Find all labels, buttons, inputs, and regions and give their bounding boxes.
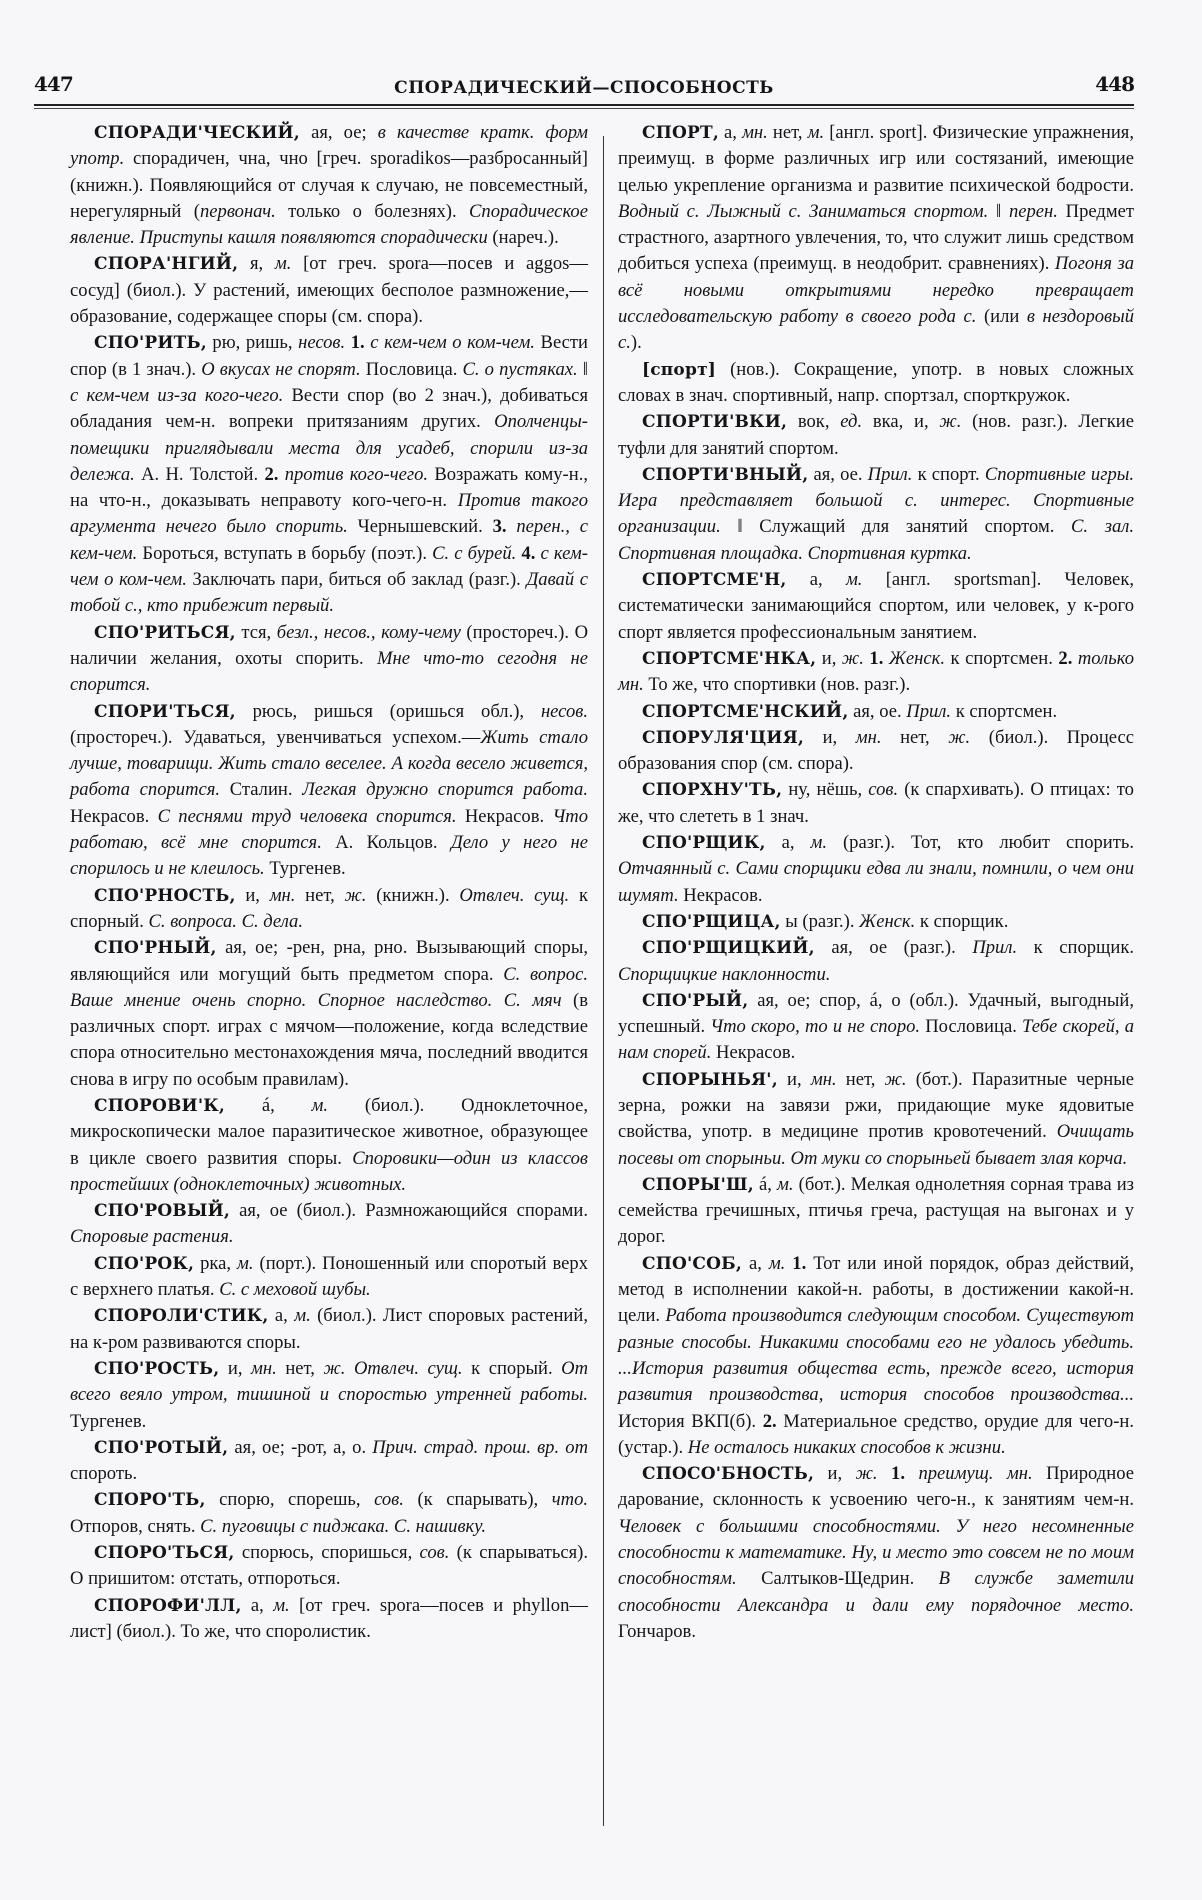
italic-text: м. (768, 1252, 786, 1274)
italic-text: Давай с тобой с., кто прибежит первый. (70, 569, 588, 617)
dictionary-entry (618, 935, 1134, 988)
italic-text: перен., с кем-чем. (70, 516, 589, 564)
italic-text: Спорщицкие наклонности. (618, 963, 831, 985)
italic-text: сов. (419, 1542, 450, 1564)
italic-text: ж. (884, 1068, 907, 1090)
italic-text: Дело у него не спорилось и не клеилось. (70, 832, 588, 880)
entry-text: а, (786, 569, 846, 591)
italic-text: Человек с большими способностями. У него несомненные способности к математике. Ну, и место это совсем не по моим способностям. (618, 1515, 1134, 1590)
dictionary-entry (618, 830, 1134, 909)
italic-text: С песнями труд человека спорится. (157, 805, 457, 827)
headword: СПО'СОБ, (642, 1253, 742, 1274)
entry-text: нет, (767, 122, 808, 143)
dictionary-entry (618, 409, 1134, 462)
dictionary-entry (70, 1251, 588, 1304)
headword: СПОРТСМЕ'Н, (642, 570, 787, 591)
entry-text: á, (225, 1094, 312, 1116)
entry-text: Некрасов. (711, 1042, 796, 1064)
italic-text: мн. (855, 726, 882, 748)
italic-text: О вкусах не спорят. (201, 358, 361, 380)
headword: СПО'РОВЫЙ, (94, 1201, 230, 1222)
italic-text: Спортивные игры. Игра представляет большой с. интерес. Спортивные организации. (618, 463, 1134, 538)
italic-text: м. (294, 1305, 311, 1327)
italic-text: м. (807, 122, 825, 143)
header-rule (34, 104, 1134, 109)
italic-text: сов. (374, 1489, 404, 1511)
italic-text: с кем-чем о ком-чем. (70, 542, 588, 591)
entry-text: а, (718, 122, 743, 143)
entry-text: 1. (863, 647, 889, 669)
dictionary-entry (70, 1198, 588, 1251)
dictionary-entry (70, 1356, 588, 1435)
entry-text: [от греч. spora—посев и phyllon—лист] (биол.). То же, что споролистик. (70, 1594, 588, 1642)
entry-text: спороть. (70, 1463, 138, 1485)
entry-text: Некрасов. (70, 805, 158, 827)
entry-text: спорадичен, чна, чно [греч. sporadikos—разбросанный] (книжн.). Появляющийся от случая к случаю, не повсеместный, нерегулярный ( (70, 148, 588, 222)
headword: СПОРУЛЯ'ЦИЯ, (642, 727, 804, 748)
italic-text: Ополченцы-помещики приглядывали места для усадеб, спорили из-за дележа. (70, 411, 588, 485)
italic-text: безл., несов., кому-чему (276, 621, 461, 643)
headword: СПОРТ, (642, 123, 719, 143)
entry-text: вок, (787, 411, 841, 433)
italic-text: перен. (1008, 200, 1058, 222)
entry-text: нет, (276, 1357, 324, 1379)
entry-text: к спорщик. (915, 910, 1009, 932)
italic-text: преимущ. мн. (918, 1463, 1033, 1485)
dictionary-entry (70, 1435, 588, 1488)
headword: СПОРОВИ'К, (94, 1095, 226, 1116)
entry-text: а, (741, 1252, 769, 1274)
entry-text: Пословица. (360, 358, 463, 380)
entry-text: ‖ (988, 200, 1009, 222)
italic-text: С. о пустяках. (462, 358, 578, 380)
entry-text: нет, (836, 1068, 885, 1090)
italic-text: ж. (344, 884, 367, 906)
headword: СПО'РЩИЦКИЙ, (642, 938, 815, 959)
italic-text: Жить стало лучше, товарищи. Жить стало веселее. А когда весело живется, работа спорится. (70, 726, 589, 801)
italic-text: Легкая дружно спорится работа. (302, 779, 588, 801)
entry-text: 2. (264, 463, 285, 485)
italic-text: Работа производится следующим способом. Существуют разные способы. Никакими способами его не удалось убедить. ...История развития общества есть, прежде всего, история развития производства, история способов производства... (618, 1305, 1134, 1406)
entry-text: к спорный. (70, 884, 588, 932)
entry-text: (нареч.). (487, 227, 559, 249)
entry-text: а, (268, 1305, 295, 1327)
entry-text: Гончаров. (618, 1620, 696, 1642)
entry-text: Предмет страстного, азартного увлечения, то, что служит лишь средством добиться успеха (преимущ. в неодобрит. сравнениях). (618, 200, 1134, 275)
headword: СПОРТИ'ВКИ, (642, 412, 788, 433)
entry-text: (нов. разг.). Легкие туфли для занятий спортом. (618, 411, 1134, 459)
entry-text: (книжн.). (366, 884, 460, 906)
entry-text: 3. (492, 516, 517, 538)
entry-text: (к спарывать), (403, 1489, 552, 1511)
italic-text: несов. (540, 700, 588, 722)
dictionary-entry (618, 777, 1134, 830)
italic-text: м. (237, 1252, 254, 1274)
entry-text: ая, ое. (848, 700, 907, 722)
running-head: СПОРАДИЧЕСКИЙ—СПОСОБНОСТЬ (394, 78, 774, 98)
entry-text: 1. (345, 332, 371, 354)
italic-text: Прич. страд. прош. вр. от (372, 1436, 588, 1458)
italic-text: м. (845, 569, 863, 591)
page-number-left: 447 (34, 72, 73, 96)
italic-text: мн. (269, 884, 296, 906)
italic-text: Очищать посевы от спорыньи. От муки со спорыньей бывает злая корча. (618, 1121, 1134, 1169)
entry-text: к спортсмен. (944, 647, 1059, 669)
entry-text: Чернышевский. (347, 516, 493, 538)
entry-text: История ВКП(б). (618, 1410, 763, 1432)
entry-text: тся, (235, 621, 277, 643)
italic-text: Что работаю, всё мне спорится. (70, 805, 588, 854)
italic-text: Прил. (906, 700, 952, 722)
italic-text: в нездоровый с. (618, 306, 1134, 354)
italic-text: ж. (855, 1463, 878, 1485)
italic-text: м. (274, 253, 292, 275)
entry-text: рю, ришь, (206, 332, 299, 354)
entry-text: к спорый. (462, 1357, 562, 1379)
entry-text: Природное дарование, склонность к усвоению чего-н., к занятиям чем-н. (618, 1463, 1134, 1511)
italic-text: м. (273, 1594, 290, 1616)
dictionary-entry (70, 1303, 588, 1356)
entry-text: я, (238, 253, 275, 275)
italic-text: ж. (841, 647, 864, 669)
headword: СПО'РОТЫЙ, (94, 1437, 229, 1458)
entry-text: 4. (516, 542, 541, 564)
italic-text: Водный с. Лыжный с. Заниматься спортом. (618, 200, 989, 222)
dictionary-entry (70, 330, 588, 619)
entry-text: ая, ое (разг.). (814, 937, 973, 959)
entry-text: 1. (877, 1463, 919, 1485)
italic-text: в качестве кратк. форм употр. (70, 122, 588, 170)
italic-text: первонач. (199, 200, 276, 222)
headword: СПОРОФИ'ЛЛ, (94, 1595, 242, 1616)
entry-text: Салтыков-Щедрин. (736, 1568, 939, 1590)
entry-text: ну, нёшь, (782, 779, 869, 801)
dictionary-entry (618, 988, 1134, 1067)
entry-text: а, (765, 832, 811, 854)
italic-text: ж. Отвлеч. сущ. (323, 1357, 463, 1379)
italic-text: Отвлеч. сущ. (459, 884, 570, 906)
entry-text: Вести спор (во 2 знач.), добиваться обладания чем-н. вопреки притязаниям других. (70, 384, 588, 433)
entry-text: (простореч.). О наличии желания, охоты спорить. (70, 621, 588, 669)
italic-text: Споровые растения. (70, 1226, 234, 1248)
entry-text: рюсь, ришься (оришься обл.), (235, 700, 541, 722)
entry-text: 2. (1058, 647, 1078, 669)
entry-text: только о болезнях). (275, 200, 470, 222)
entry-text: (бот.). Паразитные черные зерна, рожки на завязи ржи, придающие муке ядовитые свойства, употр. в медицине против кровотечений. (618, 1068, 1134, 1143)
entry-text: рка, (194, 1252, 238, 1274)
entry-text: (биол.). Одноклеточное, микроскопически малое паразитическое животное, образующее в цикле своего развития споры. (70, 1094, 588, 1169)
entry-text: нет, (295, 884, 345, 906)
headword: СПО'РЫЙ, (642, 990, 749, 1011)
italic-text: С. пуговицы с пиджака. С. нашивку. (200, 1515, 486, 1537)
entry-text: 2. (762, 1410, 784, 1432)
headword: СПО'РНЫЙ, (94, 938, 217, 959)
dictionary-entry (618, 909, 1134, 935)
entry-text: к спорт. (912, 463, 985, 485)
entry-text: (простореч.). Удаваться, увенчиваться успехом.— (70, 726, 481, 748)
dictionary-entry (618, 462, 1134, 567)
italic-text: Женск. (859, 910, 916, 932)
entry-text: ая, ое; -рот, а, о. (228, 1436, 373, 1458)
dictionary-entry (70, 620, 588, 699)
entry-text: (биол.). Лист споровых растений, на к-ром развиваются споры. (70, 1305, 588, 1353)
headword: СПО'РИТЬСЯ, (94, 622, 236, 643)
italic-text: В службе заметили способности Александра и дали ему порядочное место. (618, 1568, 1134, 1616)
italic-text: С. зал. Спортивная площадка. Спортивная куртка. (618, 516, 1134, 564)
entry-text: Заключать пари, биться об заклад (разг.). (186, 569, 527, 591)
entry-text: и, (814, 1463, 856, 1485)
dictionary-entry (618, 725, 1134, 778)
dictionary-entry (618, 646, 1134, 699)
entry-text: Некрасов. (678, 884, 763, 906)
headword: СПОРО'ТЬСЯ, (94, 1543, 235, 1564)
entry-text: вка, и, (862, 411, 940, 433)
entry-text: ы (разг.). (780, 910, 860, 932)
entry-text: к спортсмен. (951, 700, 1058, 722)
headword: СПОРЫНЬЯ', (642, 1069, 778, 1090)
entry-text: Пословица. (920, 1016, 1023, 1038)
entry-text: Возражать кому-н., на что-н., доказывать неправоту кого-чего-н. (70, 463, 588, 512)
italic-text: Тебе скорей, а нам спорей. (618, 1016, 1134, 1064)
dictionary-entry (618, 699, 1134, 725)
italic-text: ж. (939, 411, 962, 433)
entry-text: ая, ое (биол.). Размножающийся спорами. (229, 1200, 588, 1222)
headword: СПО'РОК, (94, 1253, 195, 1274)
headword: СПОРОЛИ'СТИК, (94, 1306, 269, 1327)
italic-text: Прил. (867, 463, 913, 485)
entry-text: (в различных спорт. играх с мячом—положение, когда вследствие спора относительно местонахождения мяча, последний вводится снова в игру по особым правилам). (70, 989, 588, 1090)
entry-text: Сталин. (220, 779, 303, 801)
dictionary-entry (70, 1487, 588, 1540)
headword: СПОРИ'ТЬСЯ, (94, 701, 236, 722)
italic-text: От всего веяло утром, тишиной и споростью утренней работы. (70, 1357, 588, 1406)
italic-text: Что скоро, то и не споро. (710, 1016, 921, 1038)
italic-text: Спорадическое явление. Приступы кашля появляются спорадически (70, 200, 588, 249)
headword: СПОРЫ'Ш, (642, 1174, 754, 1195)
italic-text: Споровики—один из классов простейших (одноклеточных) животных. (70, 1147, 588, 1195)
entry-text: спорюсь, споришься, (234, 1542, 420, 1564)
entry-text: Тургенев. (264, 858, 346, 880)
italic-text: Прил. (972, 937, 1018, 959)
dictionary-entry (618, 1251, 1134, 1461)
dictionary-entry (70, 120, 588, 251)
italic-text: м. (810, 832, 827, 854)
entry-text: Тургенев. (70, 1410, 147, 1432)
italic-text: с кем-чем о ком-чем. (370, 332, 535, 354)
entry-text: Бороться, вступать в борьбу (поэт.). (137, 542, 433, 564)
dictionary-entry (70, 1093, 588, 1198)
dictionary-entry (618, 1067, 1134, 1172)
entry-text: ‖ Служащий для занятий спортом. (720, 516, 1072, 538)
dictionary-entry (618, 1172, 1134, 1251)
entry-text: нет, (881, 726, 949, 748)
entry-text: и, (777, 1068, 811, 1090)
italic-text: несов. (298, 332, 346, 354)
dictionary-entry (70, 935, 588, 1093)
dictionary-entry (70, 1540, 588, 1593)
italic-text: с кем-чем из-за кого-чего. (70, 384, 284, 406)
headword: СПО'РНОСТЬ, (94, 885, 236, 906)
italic-text: только мн. (618, 647, 1134, 696)
entry-text: (к спархивать). О птицах: то же, что слететь в 1 знач. (618, 779, 1134, 827)
page-header (34, 72, 1134, 106)
entry-text: (разг.). Тот, кто любит спорить. (826, 832, 1135, 854)
dictionary-entry (70, 699, 588, 883)
dictionary-entry (70, 251, 588, 330)
entry-text: Некрасов. (456, 805, 553, 827)
entry-text: То же, что спортивки (нов. разг.). (643, 674, 911, 696)
italic-text: мн. (810, 1068, 837, 1090)
right-column (618, 120, 1134, 1645)
italic-text: сов. (868, 779, 899, 801)
italic-text: Против такого аргумента нечего было спорить. (70, 490, 588, 538)
dictionary-entry (70, 1593, 588, 1646)
headword: СПО'РИТЬ, (94, 333, 207, 354)
entry-text: (нов.). Сокращение, употр. в новых сложных словах в знач. спортивный, напр. спортзал, спорткружок. (618, 358, 1134, 406)
dictionary-entry (70, 883, 588, 936)
headword: СПОСО'БНОСТЬ, (642, 1464, 815, 1485)
entry-text: А. Н. Толстой. (134, 463, 265, 485)
entry-text: А. Кольцов. (321, 832, 451, 854)
entry-text: (порт.). Поношенный или споротый верх с верхнего платья. (70, 1252, 589, 1301)
italic-text: Погоня за всё новыми открытиями нередко превращает исследовательскую работу в своего рода с. (618, 253, 1135, 328)
italic-text: С. вопроса. С. дела. (148, 910, 303, 932)
entry-text: [англ. sportsman]. Человек, систематически занимающийся спортом, или человек, у к-рого спорт является профессиональным занятием. (618, 569, 1134, 643)
left-column (70, 120, 588, 1645)
entry-text: á, (753, 1173, 778, 1195)
italic-text: Не осталось никаких способов к жизни. (687, 1436, 1006, 1458)
entry-text: а, (241, 1594, 274, 1616)
entry-text: (биол.). Процесс образования спор (см. спора). (618, 726, 1134, 775)
headword: СПО'РЩИЦА, (642, 911, 781, 932)
italic-text: м. (311, 1094, 329, 1116)
entry-text: (к спарываться). О пришитом: отстать, отпороться. (70, 1542, 588, 1590)
page-number-right: 448 (1095, 72, 1134, 96)
entry-text: и, (816, 647, 842, 669)
italic-text: Женск. (888, 647, 945, 669)
entry-text: [англ. sport]. Физические упражнения, преимущ. в форме различных игр или состязаний, имеющие целью укрепление организма и развитие психической бодрости. (618, 122, 1134, 196)
entry-text: Отпоров, снять. (70, 1515, 201, 1537)
headword: СПОРТИ'ВНЫЙ, (642, 464, 809, 485)
entry-text: ая, ое; (299, 122, 378, 143)
entry-text: и, (219, 1357, 252, 1379)
headword: [спорт] (642, 359, 717, 380)
entry-text: и, (804, 726, 856, 748)
italic-text: мн. (251, 1357, 277, 1379)
headword: СПОРТСМЕ'НКА, (642, 648, 817, 669)
headword: СПО'РОСТЬ, (94, 1358, 220, 1379)
headword: СПОРТСМЕ'НСКИЙ, (642, 701, 849, 722)
headword: СПОРО'ТЬ, (94, 1490, 206, 1511)
dictionary-entry (618, 357, 1134, 410)
italic-text: против кого-чего. (284, 463, 429, 485)
column-divider (603, 136, 604, 1826)
italic-text: ед. (840, 411, 863, 433)
entry-text: Вести спор (в 1 знач.). (70, 332, 588, 380)
entry-text: спорю, спорешь, (205, 1489, 375, 1511)
entry-text: ‖ (577, 358, 588, 380)
entry-text: ая, ое; -рен, рна, рно. Вызывающий споры, являющийся или могущий быть предметом спора. (70, 937, 588, 985)
dictionary-entry (618, 120, 1134, 357)
entry-text: (или (976, 306, 1027, 328)
entry-text: ая, ое. (808, 463, 868, 485)
italic-text: С. вопрос. Ваше мнение очень спорно. Спорное наследство. С. мяч (70, 963, 588, 1011)
italic-text: ж. (948, 726, 971, 748)
entry-text: к спорщик. (1017, 937, 1134, 959)
italic-text: Мне что-то сегодня не спорится. (70, 647, 588, 696)
italic-text: С. с меховой шубы. (219, 1279, 371, 1301)
italic-text: мн. (742, 122, 768, 143)
italic-text: м. (777, 1173, 794, 1195)
headword: СПОРАДИ'ЧЕСКИЙ, (94, 123, 300, 143)
italic-text: С. с бурей. (432, 542, 517, 564)
headword: СПО'РЩИК, (642, 833, 766, 854)
headword: СПОРХНУ'ТЬ, (642, 780, 783, 801)
entry-text: 1. (785, 1252, 814, 1274)
entry-text: (бот.). Мелкая однолетняя сорная трава из семейства гречишных, птичья греча, растущая на выгонах и у дорог. (618, 1173, 1134, 1248)
italic-text: что. (551, 1489, 589, 1511)
dictionary-entry (618, 567, 1134, 646)
entry-text: и, (235, 884, 270, 906)
entry-text: Тот или иной порядок, образ действий, метод в исполнении какой-н. работы, в достижении какой-н. цели. (618, 1252, 1134, 1327)
entry-text: ). (630, 332, 642, 354)
italic-text: Отчаянный с. Сами спорщики едва ли знали, помнили, о чем они шумят. (618, 858, 1134, 906)
dictionary-entry (618, 1461, 1134, 1645)
entry-text: ая, ое; спор, á, о (обл.). Удачный, выгодный, успешный. (618, 989, 1134, 1038)
headword: СПОРА'НГИЙ, (94, 254, 239, 275)
entry-text: Материальное средство, орудие для чего-н. (устар.). (618, 1410, 1134, 1458)
entry-text: [от греч. spora—посев и aggos—сосуд] (биол.). У растений, имеющих бесполое размножение,—образование, содержащее споры (см. спора). (70, 253, 589, 328)
